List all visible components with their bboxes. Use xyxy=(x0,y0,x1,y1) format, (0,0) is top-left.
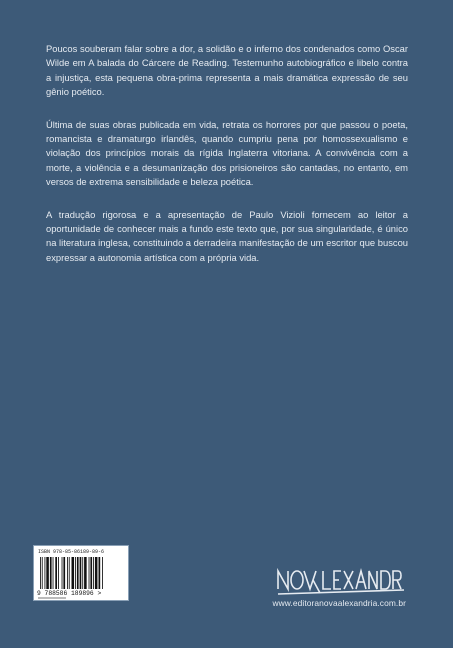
isbn-label: ISBN 978-85-86189-89-6 xyxy=(38,549,105,555)
barcode-note xyxy=(38,597,66,599)
barcode-digits: 9 788586 189896 > xyxy=(37,590,102,597)
isbn-barcode xyxy=(33,545,129,601)
blurb-paragraph-1: Poucos souberam falar sobre a dor, a solidão e o inferno dos condenados como Oscar Wilde em A balada do Cárcere de Reading. Testemunho autobiográfico e libelo contra a injustiça, esta pequena obra-prima representa a mais dramática expressão de seu gênio poético. xyxy=(46,43,408,98)
publisher-logo xyxy=(276,565,406,597)
blurb-text xyxy=(46,42,408,283)
blurb-paragraph-2: Última de suas obras publicada em vida, retrata os horrores por que passou o poeta, romancista e dramaturgo irlandês, quando cumpriu pena por homossexualismo e violação dos princípios morais da rígida Inglaterra vitoriana. A convivência com a morte, a violência e a desumanização dos prisioneiros são cantadas, no entanto, em versos de extrema sensibilidade e beleza poética. xyxy=(46,118,408,188)
publisher-website: www.editoranovaalexandria.com.br xyxy=(272,598,406,608)
blurb-paragraph-3: A tradução rigorosa e a apresentação de Paulo Vizioli fornecem ao leitor a oportunidade de conhecer mais a fundo este texto que, por sua singularidade, é único na literatura inglesa, constituindo a derradeira manifestação de um escritor que buscou expressar a autonomia artística com a própria vida. xyxy=(46,208,408,263)
barcode-bars xyxy=(38,557,126,589)
